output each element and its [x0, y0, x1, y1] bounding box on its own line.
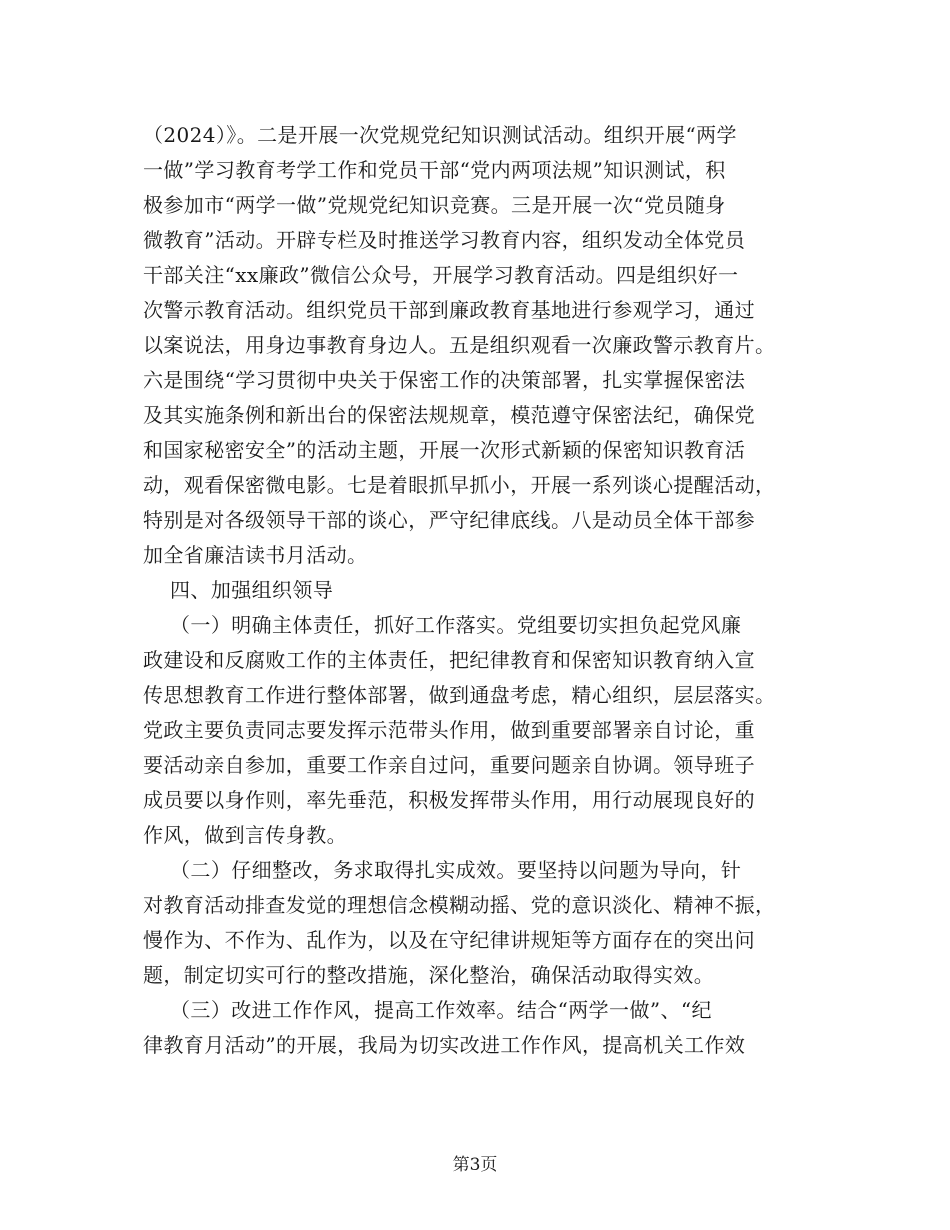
text-line-26: （三）改进工作作风，提高工作效率。结合“两学一做”、“纪 — [143, 998, 712, 1022]
text-line-23: 对教育活动排查发觉的理想信念模糊动摇、党的意识淡化、精神不振， — [143, 893, 776, 917]
text-line-21: 作风，做到言传身教。 — [143, 823, 347, 847]
text-line-22: （二）仔细整改，务求取得扎实成效。要坚持以问题为导向，针 — [143, 858, 742, 882]
text-line-7: 以案说法，用身边事教育身边人。五是组织观看一次廉政警示教育片。 — [143, 333, 776, 357]
body-text — [143, 118, 807, 1063]
text-line-6: 次警示教育活动。组织党员干部到廉政教育基地进行参观学习，通过 — [143, 298, 755, 322]
text-line-24: 慢作为、不作为、乱作为，以及在守纪律讲规矩等方面存在的突出问 — [143, 928, 755, 952]
text-line-13: 加全省廉洁读书月活动。 — [143, 543, 368, 567]
text-line-8: 六是围绕“学习贯彻中央关于保密工作的决策部署，扎实掌握保密法 — [143, 368, 746, 392]
text-line-2: 一做”学习教育考学工作和党员干部“党内两项法规”知识测试，积 — [143, 158, 726, 182]
text-line-25: 题，制定切实可行的整改措施，深化整治，确保活动取得实效。 — [143, 963, 715, 987]
section-heading: 四、加强组织领导 — [143, 578, 334, 602]
text-line-4: 微教育”活动。开辟专栏及时推送学习教育内容，组织发动全体党员 — [143, 228, 746, 252]
text-line-17: 传思想教育工作进行整体部署，做到通盘考虑，精心组织，层层落实。 — [143, 683, 776, 707]
text-line-12: 特别是对各级领导干部的谈心，严守纪律底线。八是动员全体干部参 — [143, 508, 755, 532]
text-line-5: 干部关注“xx廉政”微信公众号，开展学习教育活动。四是组织好一 — [143, 263, 739, 287]
text-line-20: 成员要以身作则，率先垂范，积极发挥带头作用，用行动展现良好的 — [143, 788, 755, 812]
text-line-16: 政建设和反腐败工作的主体责任，把纪律教育和保密知识教育纳入宣 — [143, 648, 755, 672]
text-line-1: （2024）》。二是开展一次党规党纪知识测试活动。组织开展“两学 — [143, 123, 737, 147]
page-number: 第3页 — [452, 1155, 498, 1175]
text-line-19: 要活动亲自参加，重要工作亲自过问，重要问题亲自协调。领导班子 — [143, 753, 755, 777]
text-line-27: 律教育月活动”的开展，我局为切实改进工作作风，提高机关工作效 — [143, 1033, 746, 1057]
text-line-3: 极参加市“两学一做”党规党纪知识竞赛。三是开展一次“党员随身 — [143, 193, 726, 217]
text-line-11: 动，观看保密微电影。七是着眼抓早抓小，开展一系列谈心提醒活动， — [143, 473, 776, 497]
text-line-9: 及其实施条例和新出台的保密法规规章，模范遵守保密法纪，确保党 — [143, 403, 755, 427]
text-line-15: （一）明确主体责任，抓好工作落实。党组要切实担负起党风廉 — [143, 613, 742, 637]
text-line-10: 和国家秘密安全”的活动主题，开展一次形式新颖的保密知识教育活 — [143, 438, 746, 462]
text-line-18: 党政主要负责同志要发挥示范带头作用，做到重要部署亲自讨论，重 — [143, 718, 755, 742]
